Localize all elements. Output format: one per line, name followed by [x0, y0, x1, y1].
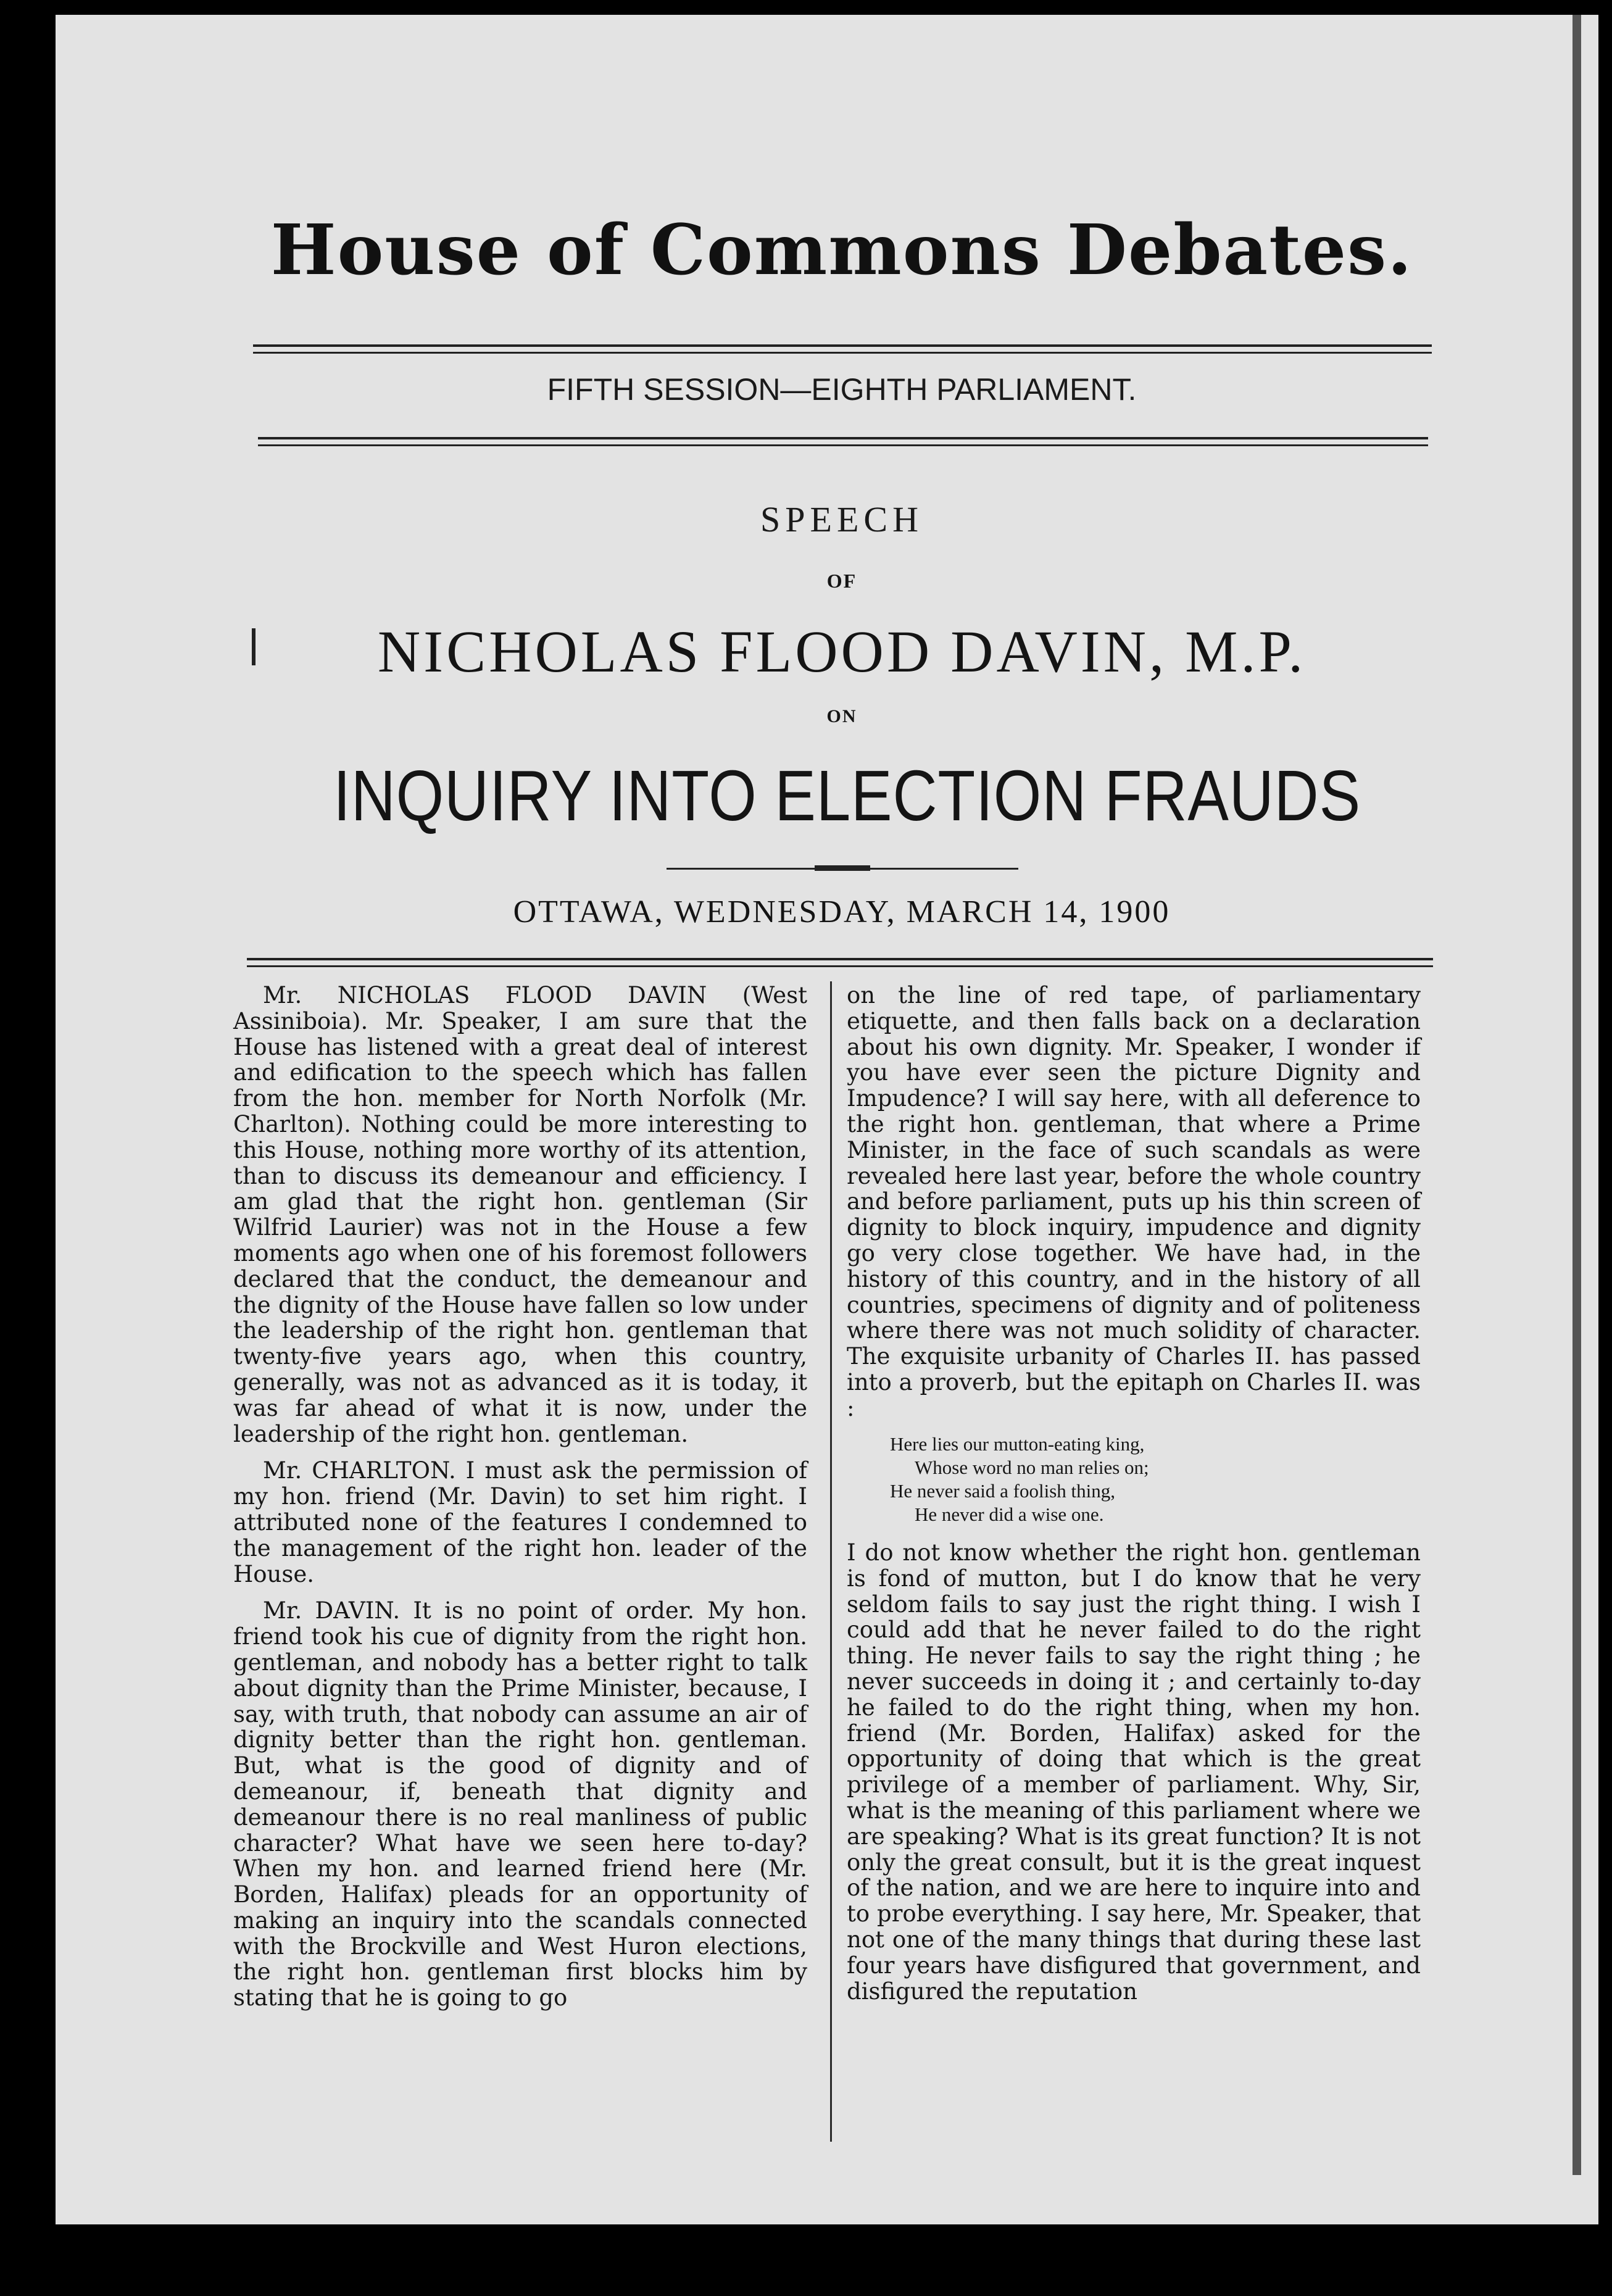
paragraph-after-verse: I do not know whether the right hon. gentleman is fond of mutton, but I do know that he very seldom fails to say just the right thing. I wish I could add that he never failed to do the right thing. He never fails to say the right thing ; he never succeeds in doing it ; and certainly to-day he failed to do the right thing, when my hon. friend (Mr. Borden, Halifax) asked for the opportunity of doing that which is the great privilege of a member of parliament. Why, Sir, what is the meaning of this parliament where we are speaking? What is its great function? It is not only the great consult, but it is the great inquest of the nation, and we are here to inquire into and to probe everything. I say here, Mr. Speaker, that not one of the many things that during these last four years have disfigured that government, and disfigured the reputation: [847, 1539, 1421, 2005]
speech-heading: SPEECH: [760, 499, 923, 539]
session-line: FIFTH SESSION—EIGHTH PARLIAMENT.: [547, 372, 1137, 407]
session-rule: [258, 437, 1428, 439]
epitaph-verse: [847, 1433, 1421, 1527]
verse-line: Whose word no man relies on;: [915, 1456, 1149, 1478]
paragraph-davin-reply: Mr. DAVIN. It is no point of order. My hon. friend took his cue of dignity from the right hon. gentleman, and nobody has a better right to talk about dignity than the Prime Minister, because, I say, with truth, that nobody can assume an air of dignity better than the right hon. gentleman. But, what is the good of dignity and of demeanour, if, beneath that dignity and demeanour there is no real manliness of public character? What have we seen here to-day? When my hon. and learned friend here (Mr. Borden, Halifax) pleads for an opportunity of making an inquiry into the scandals connected with the Brockville and West Huron elections, the right hon. gentleman first blocks him by stating that he is going to go: [233, 1597, 807, 2011]
dateline: OTTAWA, WEDNESDAY, MARCH 14, 1900: [513, 894, 1171, 930]
speech-subject: INQUIRY INTO ELECTION FRAUDS: [333, 755, 1361, 836]
paragraph-charlton: Mr. CHARLTON. I must ask the permission of my hon. friend (Mr. Davin) to set him right. I attributed none of the features I condemned to the management of the right hon. leader of the House.: [233, 1457, 807, 1587]
of-label: OF: [826, 570, 857, 592]
columns-rule-inner: [247, 965, 1433, 967]
verse-line: He never did a wise one.: [915, 1503, 1104, 1525]
masthead-rule-top: [253, 344, 1432, 347]
masthead-title: House of Commons Debates.: [270, 210, 1413, 291]
masthead-rule-top-inner: [253, 352, 1432, 354]
verse-line: He never said a foolish thing,: [890, 1479, 1116, 1502]
columns-rule: [247, 958, 1433, 960]
scan-edge: [1573, 15, 1581, 2175]
on-label: ON: [826, 706, 857, 726]
left-column: [233, 983, 807, 2022]
verse-line: Here lies our mutton-eating king,: [890, 1433, 1145, 1455]
paragraph-davin-opening: Mr. NICHOLAS FLOOD DAVIN (West Assiniboia). Mr. Speaker, I am sure that the House has listened with a great deal of interest and edification to the speech which has fallen from the hon. member for North Norfolk (Mr. Charlton). Nothing could be more interesting to this House, nothing more worthy of its attention, than to discuss its demeanour and efficiency. I am glad that the right hon. gentleman (Sir Wilfrid Laurier) was not in the House a few moments ago when one of his foremost followers declared that the conduct, the demeanour and the dignity of the House have fallen so low under the leadership of the right hon. gentleman that twenty-five years ago, when this country, generally, was not as advanced as it is today, it was far ahead of what it is now, under the leadership of the right hon. gentleman.: [233, 982, 807, 1447]
speaker-name: NICHOLAS FLOOD DAVIN, M.P.: [377, 618, 1307, 684]
paragraph-continuation: on the line of red tape, of parliamentary etiquette, and then falls back on a declaration about his own dignity. Mr. Speaker, I wonder if you have ever seen the picture Dignity and Impudence? I will say here, with all deference to the right hon. gentleman, that where a Prime Minister, in the face of such scandals as were revealed here last year, before the whole country and before parliament, puts up his thin screen of dignity to block inquiry, impudence and dignity go very close together. We have had, in the history of this country, and in the history of all countries, specimens of dignity and of politeness where there was not much solidity of character. The exquisite urbanity of Charles II. has passed into a proverb, but the epitaph on Charles II. was :: [847, 982, 1421, 1421]
right-column: [847, 983, 1421, 2015]
ornamental-divider: [667, 864, 1018, 873]
column-divider: [830, 981, 832, 2142]
session-rule-inner: [258, 444, 1428, 446]
